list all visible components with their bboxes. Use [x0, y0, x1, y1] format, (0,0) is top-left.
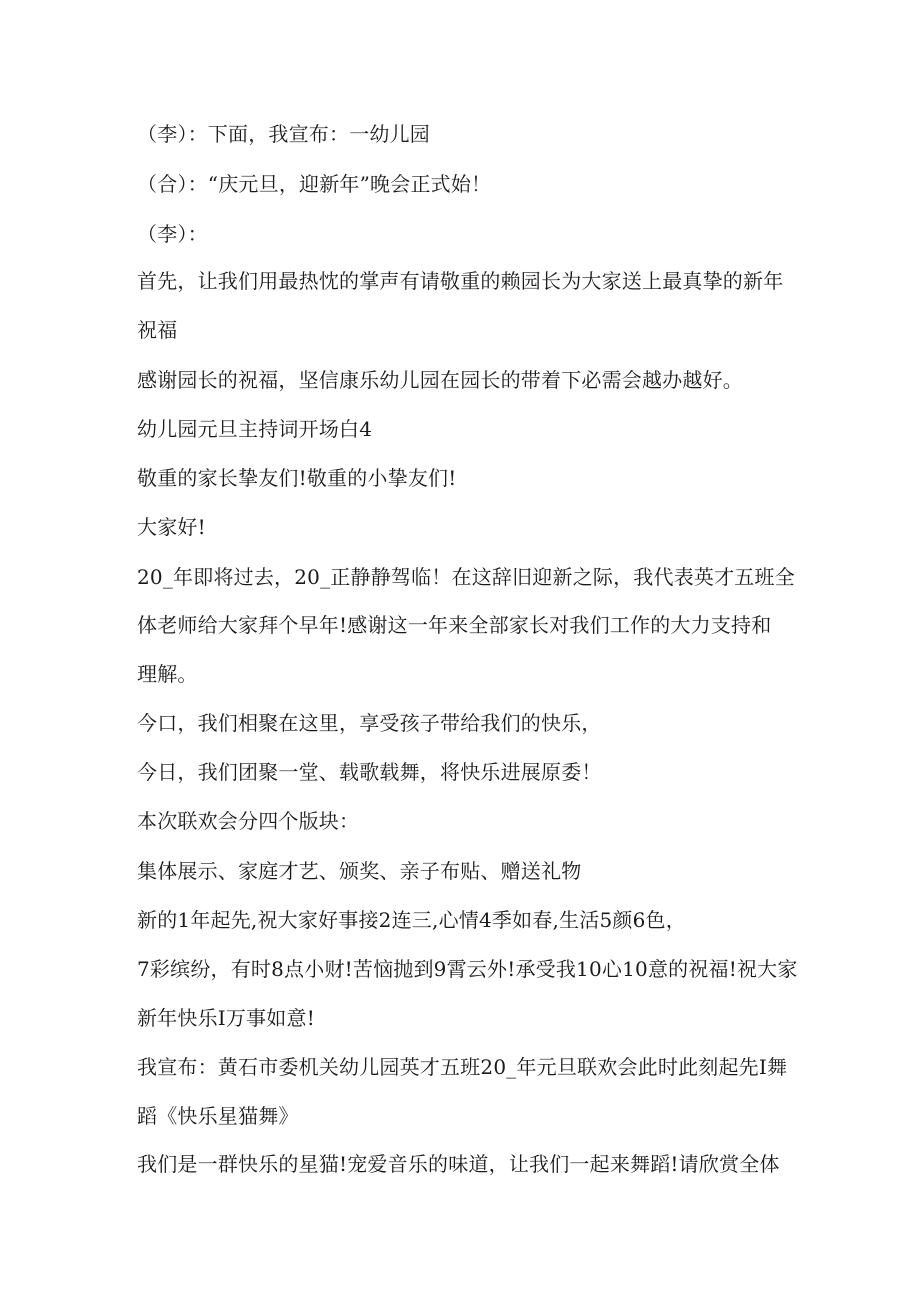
text-line: 祝福 [137, 318, 178, 342]
text-line: 新年快乐I万事如意! [137, 1006, 315, 1030]
text-line: 今日，我们团聚一堂、载歌载舞，将快乐进展原委！ [137, 760, 602, 784]
text-line: 7彩缤纷，有时8点小财!苦恼抛到9霄云外!承受我10心10意的祝福!祝大家 [137, 957, 798, 981]
text-line: 20_年即将过去，20_正静静驾临！在这辞旧迎新之际，我代表英才五班全 [137, 565, 795, 589]
text-line: （李）：下面，我宣布：一幼儿园 [137, 122, 430, 146]
text-line: 今口，我们相聚在这里，享受孩子带给我们的快乐， [137, 711, 602, 735]
text-line: 理解。 [137, 662, 198, 686]
text-line: 敬重的家长挚友们!敬重的小挚友们! [137, 466, 457, 490]
text-line: 本次联欢会分四个版块： [137, 809, 360, 833]
text-line: 新的1年起先,祝大家好事接2连三,心情4季如春,生活5颜6色， [137, 908, 686, 932]
text-line: （合）：“庆元旦，迎新年”晚会正式始！ [137, 172, 492, 196]
text-line: 我们是一群快乐的星猫!宠爱音乐的味道，让我们一起来舞蹈!请欣赏全体 [137, 1152, 780, 1176]
text-line: （李）： [137, 222, 208, 246]
text-line: 蹈《快乐星猫舞》 [137, 1104, 299, 1128]
text-line: 集体展示、家庭才艺、颁奖、亲子布贴、赠送礼物 [137, 859, 582, 883]
text-line: 感谢园长的祝福，坚信康乐幼儿园在园长的带着下必需会越办越好。 [137, 368, 743, 392]
section-heading: 幼儿园元旦主持词开场白4 [137, 417, 373, 441]
text-line: 首先，让我们用最热忱的掌声有请敬重的赖园长为大家送上最真挚的新年 [137, 269, 784, 293]
text-line: 大家好! [137, 515, 206, 539]
text-line: 体老师给大家拜个早年!感谢这一年来全部家长对我们工作的大力支持和 [137, 613, 772, 637]
text-line: 我宣布：黄石市委机关幼儿园英才五班20_年元旦联欢会此时此刻起先I舞 [137, 1055, 788, 1079]
